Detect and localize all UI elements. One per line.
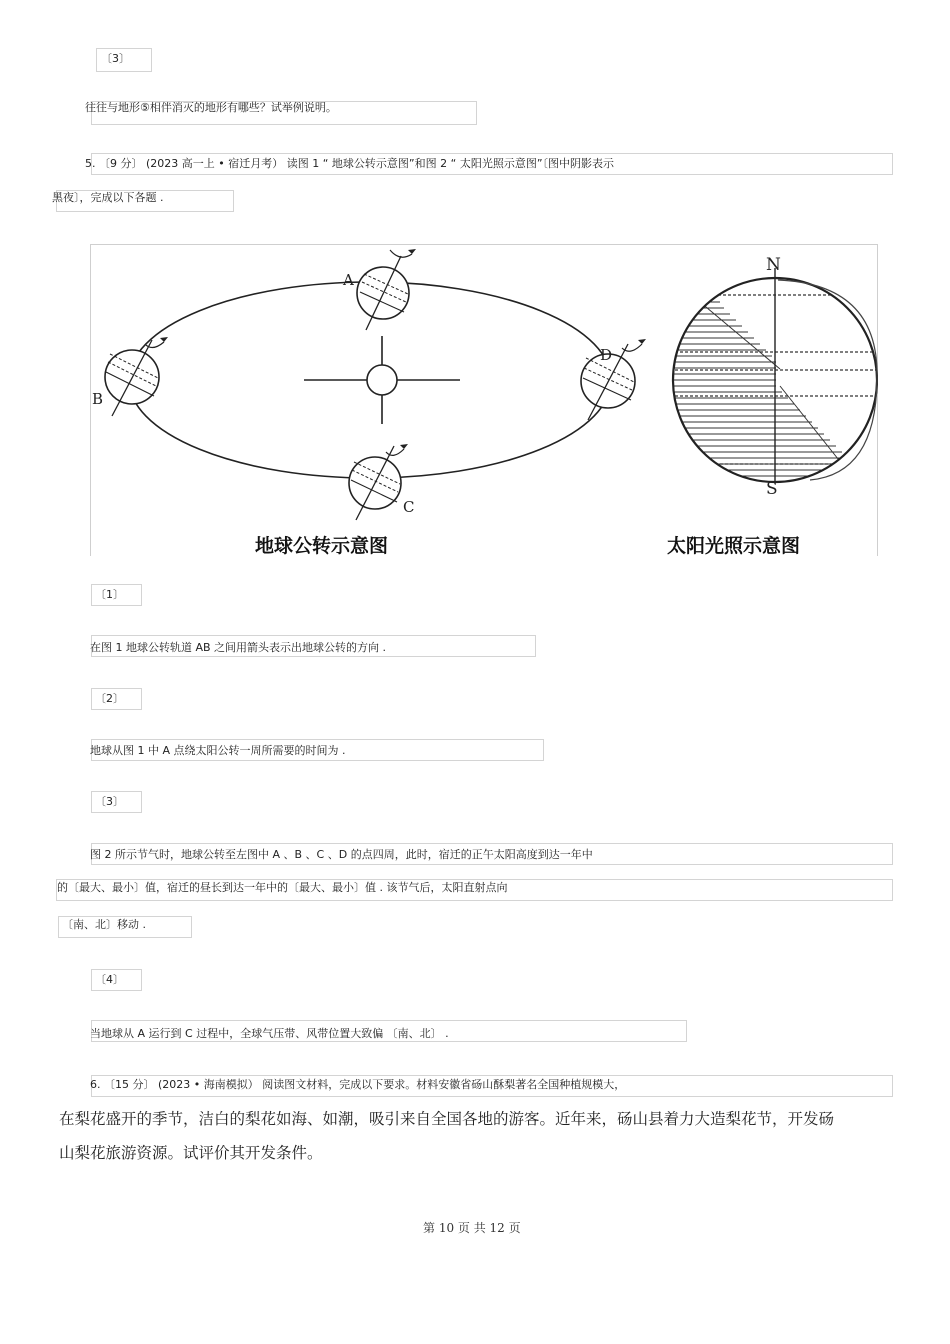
label-c: C (403, 498, 415, 516)
earth-position-d (581, 339, 646, 420)
label-b: B (92, 390, 104, 408)
earth-position-a (357, 249, 416, 330)
earth-position-c (349, 444, 408, 520)
earth-position-b (105, 337, 168, 416)
q5-part3-line2: 的〔最大、最小〕值，宿迁的昼长到达一年中的〔最大、最小〕值 . 该节气后，太阳直射点向 (57, 881, 508, 894)
fig1-caption: 地球公转示意图 (255, 535, 389, 556)
q5-part2-text: 地球从图 1 中 A 点绕太阳公转一周所需要的时间为 . (90, 744, 346, 757)
label-s: S (766, 479, 778, 499)
page-footer: 第 10 页 共 12 页 (423, 1221, 521, 1235)
q5-part3-label: 〔3〕 (95, 795, 124, 808)
orbit-and-illumination-figure (90, 244, 878, 556)
q5-part2-label: 〔2〕 (95, 692, 124, 705)
q5-part4-label: 〔4〕 (95, 973, 124, 986)
q5-part4-text: 当地球从 A 运行到 C 过程中，全球气压带、风带位置大致偏 〔南、北〕 . (90, 1027, 449, 1040)
label-n: N (766, 255, 781, 275)
fig2-caption: 太阳光照示意图 (667, 535, 801, 556)
q5-header-line1: 5. 〔9 分〕 (2023 高一上 • 宿迁月考） 读图 1 “ 地球公转示意图”和图 2 “ 太阳光照示意图”〔图中阴影表示 (85, 157, 615, 170)
q4-part3-text: 往往与地形⑤相伴消灭的地形有哪些？试举例说明。 (85, 101, 337, 114)
q4-part3-label: 〔3〕 (101, 52, 130, 65)
q5-header-line2: 黑夜〕，完成以下各题 . (52, 191, 164, 204)
label-d: D (600, 346, 613, 364)
q6-body-line2: 山梨花旅游资源。试评价其开发条件。 (59, 1144, 323, 1162)
q5-part1-text: 在图 1 地球公转轨道 AB 之间用箭头表示出地球公转的方向 . (90, 641, 387, 654)
q5-part1-label: 〔1〕 (95, 588, 124, 601)
q6-body-line1: 在梨花盛开的季节，洁白的梨花如海、如潮，吸引来自全国各地的游客。近年来，砀山县着力大造梨花节，开发砀 (59, 1110, 835, 1128)
q5-part3-line1: 图 2 所示节气时，地球公转至左图中 A 、B 、C 、D 的点四周，此时，宿迁的正午太阳高度到达一年中 (90, 848, 593, 861)
q6-header: 6. 〔15 分〕 (2023 • 海南模拟） 阅读图文材料，完成以下要求。材料安徽省砀山酥梨著名全国种植规模大， (90, 1078, 626, 1091)
q5-part3-line3: 〔南、北〕移动 . (62, 918, 146, 931)
illumination-globe (670, 268, 877, 482)
sun (304, 336, 460, 424)
label-a: A (343, 271, 354, 289)
